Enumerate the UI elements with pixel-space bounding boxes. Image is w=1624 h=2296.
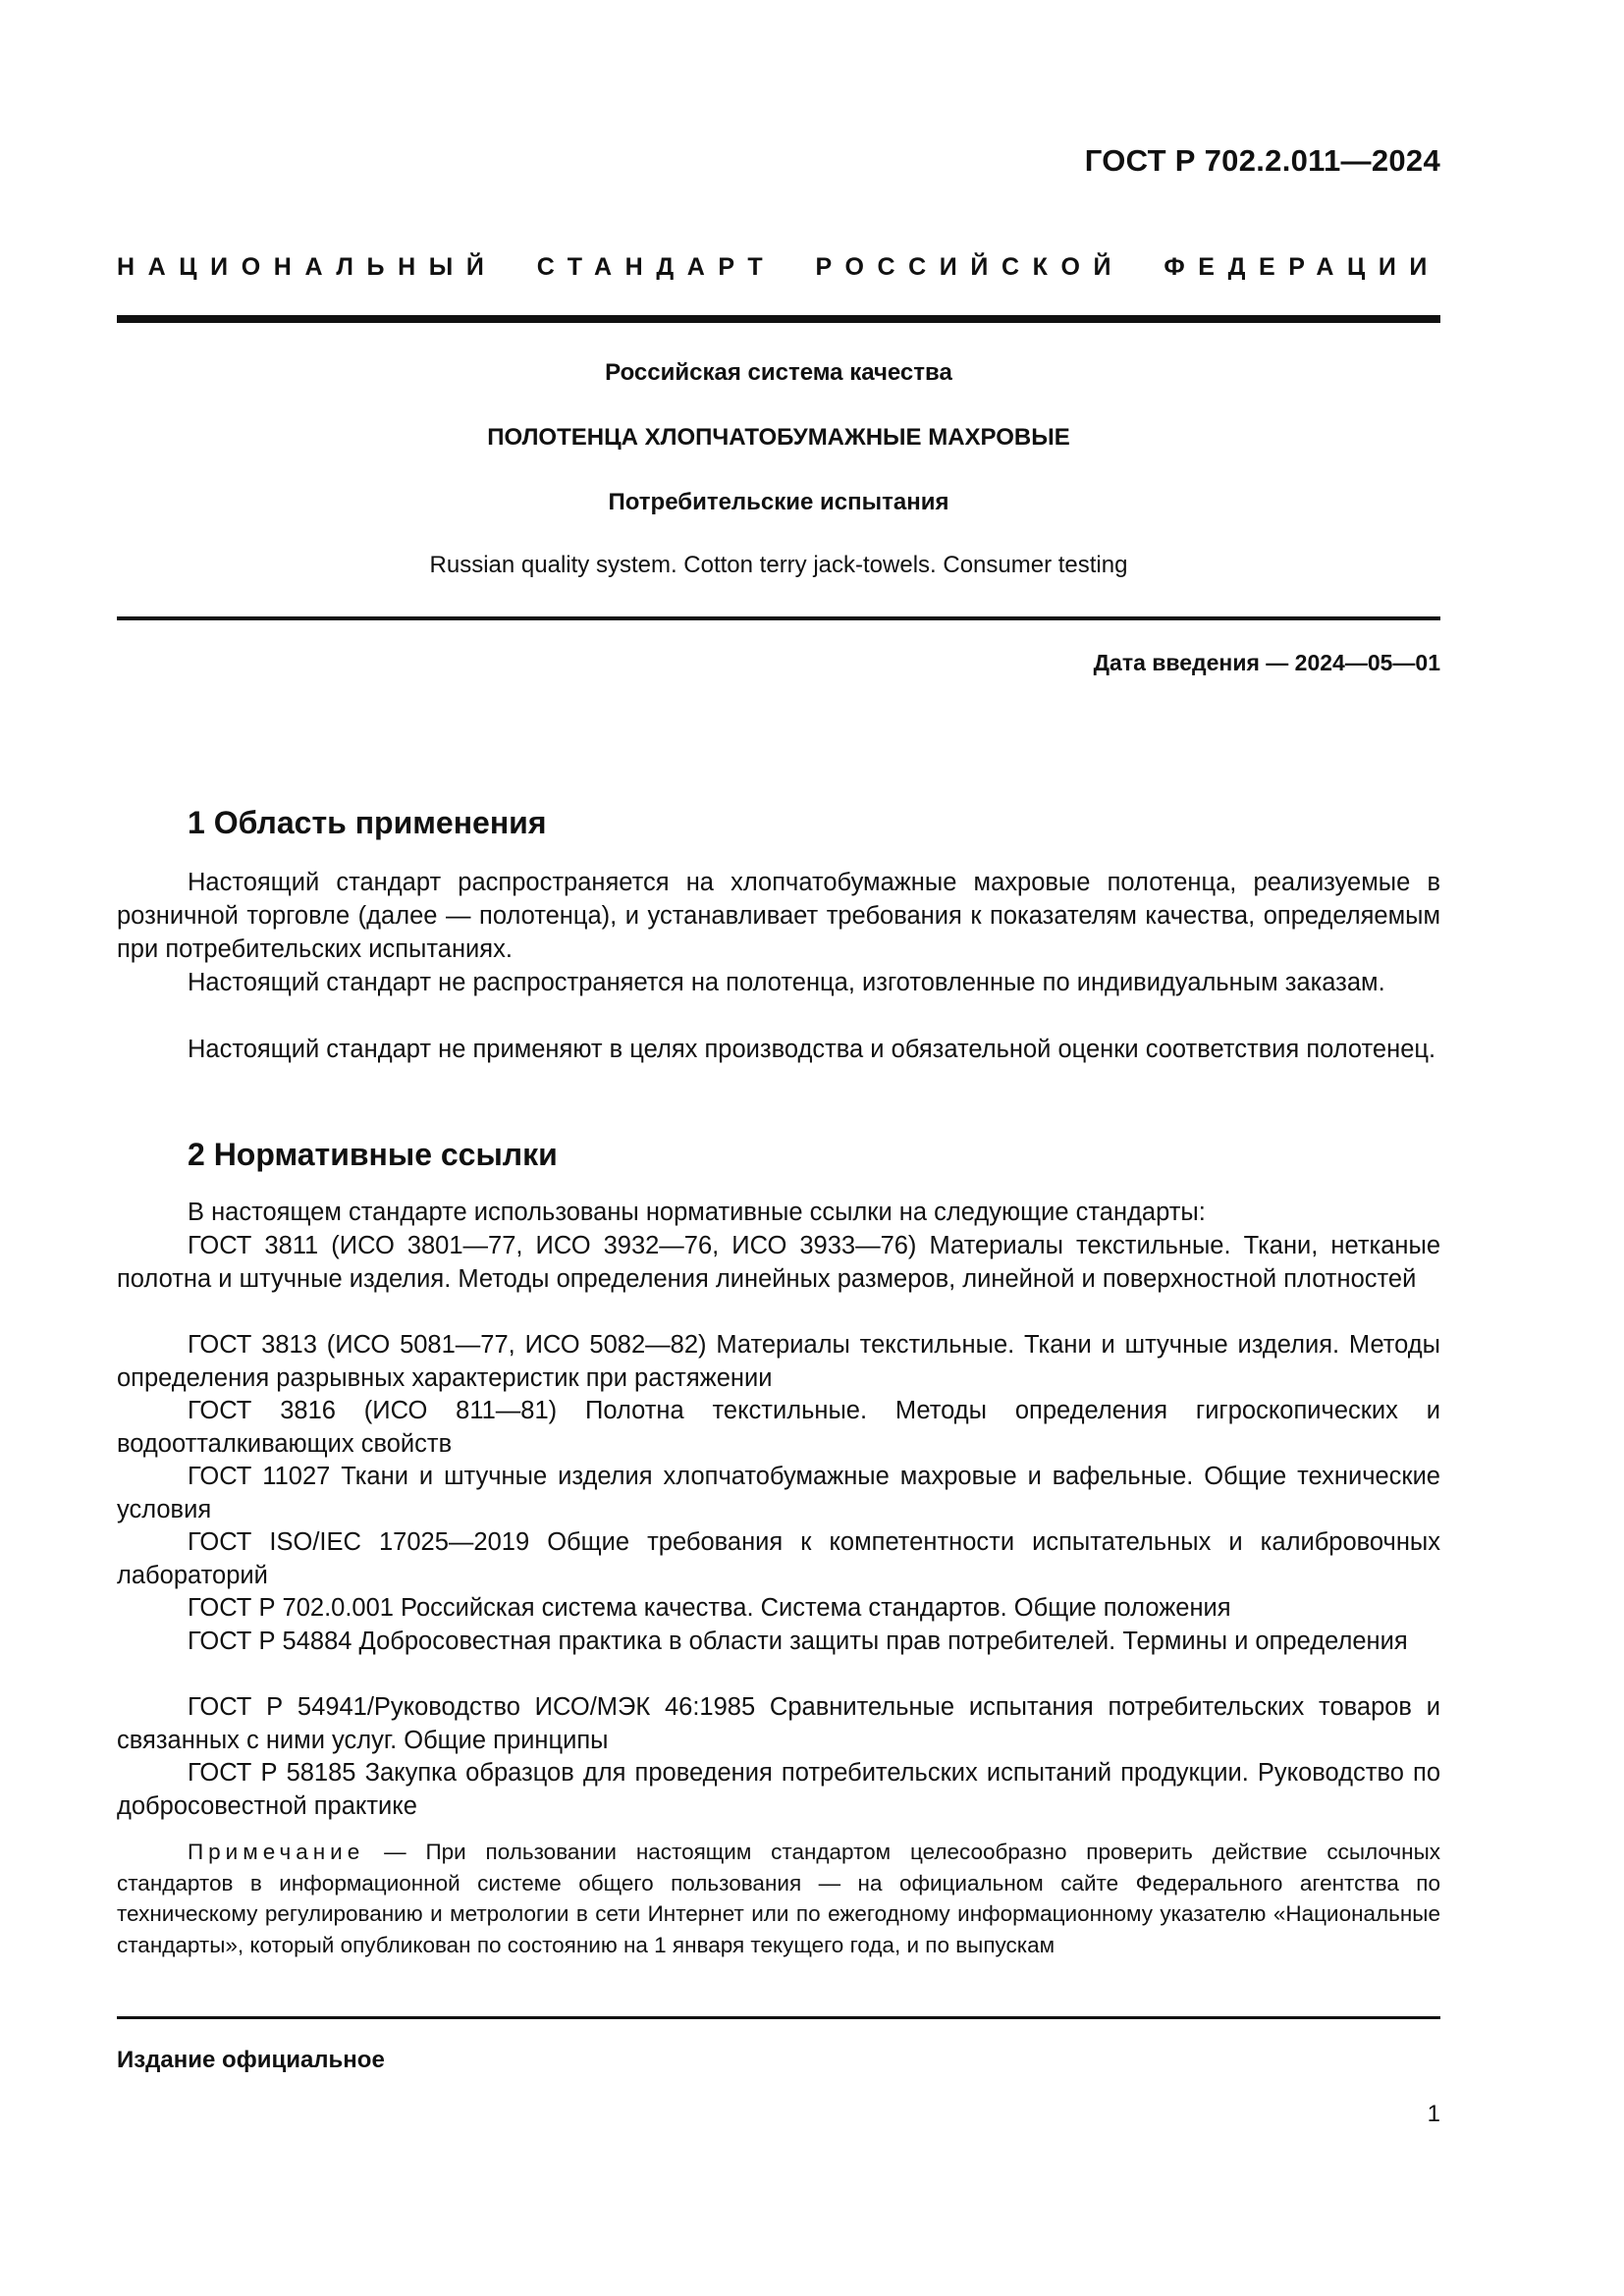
reference-item: ГОСТ 3811 (ИСО 3801—77, ИСО 3932—76, ИСО 3933—76) Материалы текстильные. Ткани, нетканые полотна и штучные изделия. Методы определения линейных размеров, линейной и поверхностной плотностей	[117, 1232, 1440, 1293]
section-2-intro: В настоящем стандарте использованы нормативные ссылки на следующие стандарты:	[188, 1199, 1206, 1226]
page-number: 1	[1427, 2101, 1440, 2127]
document-page	[117, 0, 1440, 2296]
reference-item: ГОСТ 11027 Ткани и штучные изделия хлопчатобумажные махровые и вафельные. Общие технические условия	[117, 1463, 1440, 1523]
official-edition-label: Издание официальное	[117, 2047, 385, 2073]
section-2-heading: 2 Нормативные ссылки	[188, 1137, 558, 1172]
reference-item: ГОСТ Р 54941/Руководство ИСО/МЭК 46:1985 Сравнительные испытания потребительских товаров и связанных с ними услуг. Общие принципы	[117, 1693, 1440, 1754]
reference-item: ГОСТ Р 54884 Добросовестная практика в области защиты прав потребителей. Термины и определения	[188, 1628, 1408, 1655]
header-rule	[117, 315, 1440, 323]
section-1-paragraph: Настоящий стандарт не распространяется на полотенца, изготовленные по индивидуальным заказам.	[188, 969, 1385, 996]
reference-item: ГОСТ Р 58185 Закупка образцов для проведения потребительских испытаний продукции. Руководство по добросовестной практике	[117, 1759, 1440, 1820]
note-text: — При пользовании настоящим стандартом целесообразно проверить действие ссылочных стандартов в информационной системе общего пользования — на официальном сайте Федерального агентства по техническому регулированию и метрологии в сети Интернет или по ежегодному информационному указателю «Национальные стандарты», который опубликован по состоянию на 1 января текущего года, и по выпускам	[117, 1840, 1440, 1957]
title-rule	[117, 616, 1440, 620]
introduction-date: Дата введения — 2024—05—01	[1093, 650, 1440, 675]
title-system: Российская система качества	[605, 359, 952, 386]
reference-note	[117, 1837, 1440, 1960]
reference-item: ГОСТ 3816 (ИСО 811—81) Полотна текстильные. Методы определения гигроскопических и водоотталкивающих свойств	[117, 1397, 1440, 1458]
footer-rule	[117, 2016, 1440, 2019]
title-main: ПОЛОТЕНЦА ХЛОПЧАТОБУМАЖНЫЕ МАХРОВЫЕ	[487, 424, 1070, 451]
section-1-heading: 1 Область применения	[188, 805, 547, 840]
title-sub: Потребительские испытания	[608, 489, 949, 515]
standard-designation: ГОСТ Р 702.2.011—2024	[1084, 143, 1440, 178]
title-english: Russian quality system. Cotton terry jack-towels. Consumer testing	[429, 552, 1128, 578]
section-1-paragraph: Настоящий стандарт распространяется на хлопчатобумажные махровые полотенца, реализуемые в розничной торговле (далее — полотенца), и устанавливает требования к показателям качества, определяемым при потребительских испытаниях.	[117, 869, 1440, 963]
section-1-paragraph: Настоящий стандарт не применяют в целях производства и обязательной оценки соответствия полотенец.	[188, 1036, 1436, 1063]
reference-item: ГОСТ ISO/IEC 17025—2019 Общие требования к компетентности испытательных и калибровочных лабораторий	[117, 1528, 1440, 1589]
reference-item: ГОСТ 3813 (ИСО 5081—77, ИСО 5082—82) Материалы текстильные. Ткани и штучные изделия. Методы определения разрывных характеристик при растяжении	[117, 1331, 1440, 1392]
national-standard-banner: НАЦИОНАЛЬНЫЙ СТАНДАРТ РОССИЙСКОЙ ФЕДЕРАЦИИ	[117, 253, 1440, 281]
reference-item: ГОСТ Р 702.0.001 Российская система качества. Система стандартов. Общие положения	[188, 1594, 1231, 1622]
note-label: Примечание	[188, 1840, 365, 1864]
